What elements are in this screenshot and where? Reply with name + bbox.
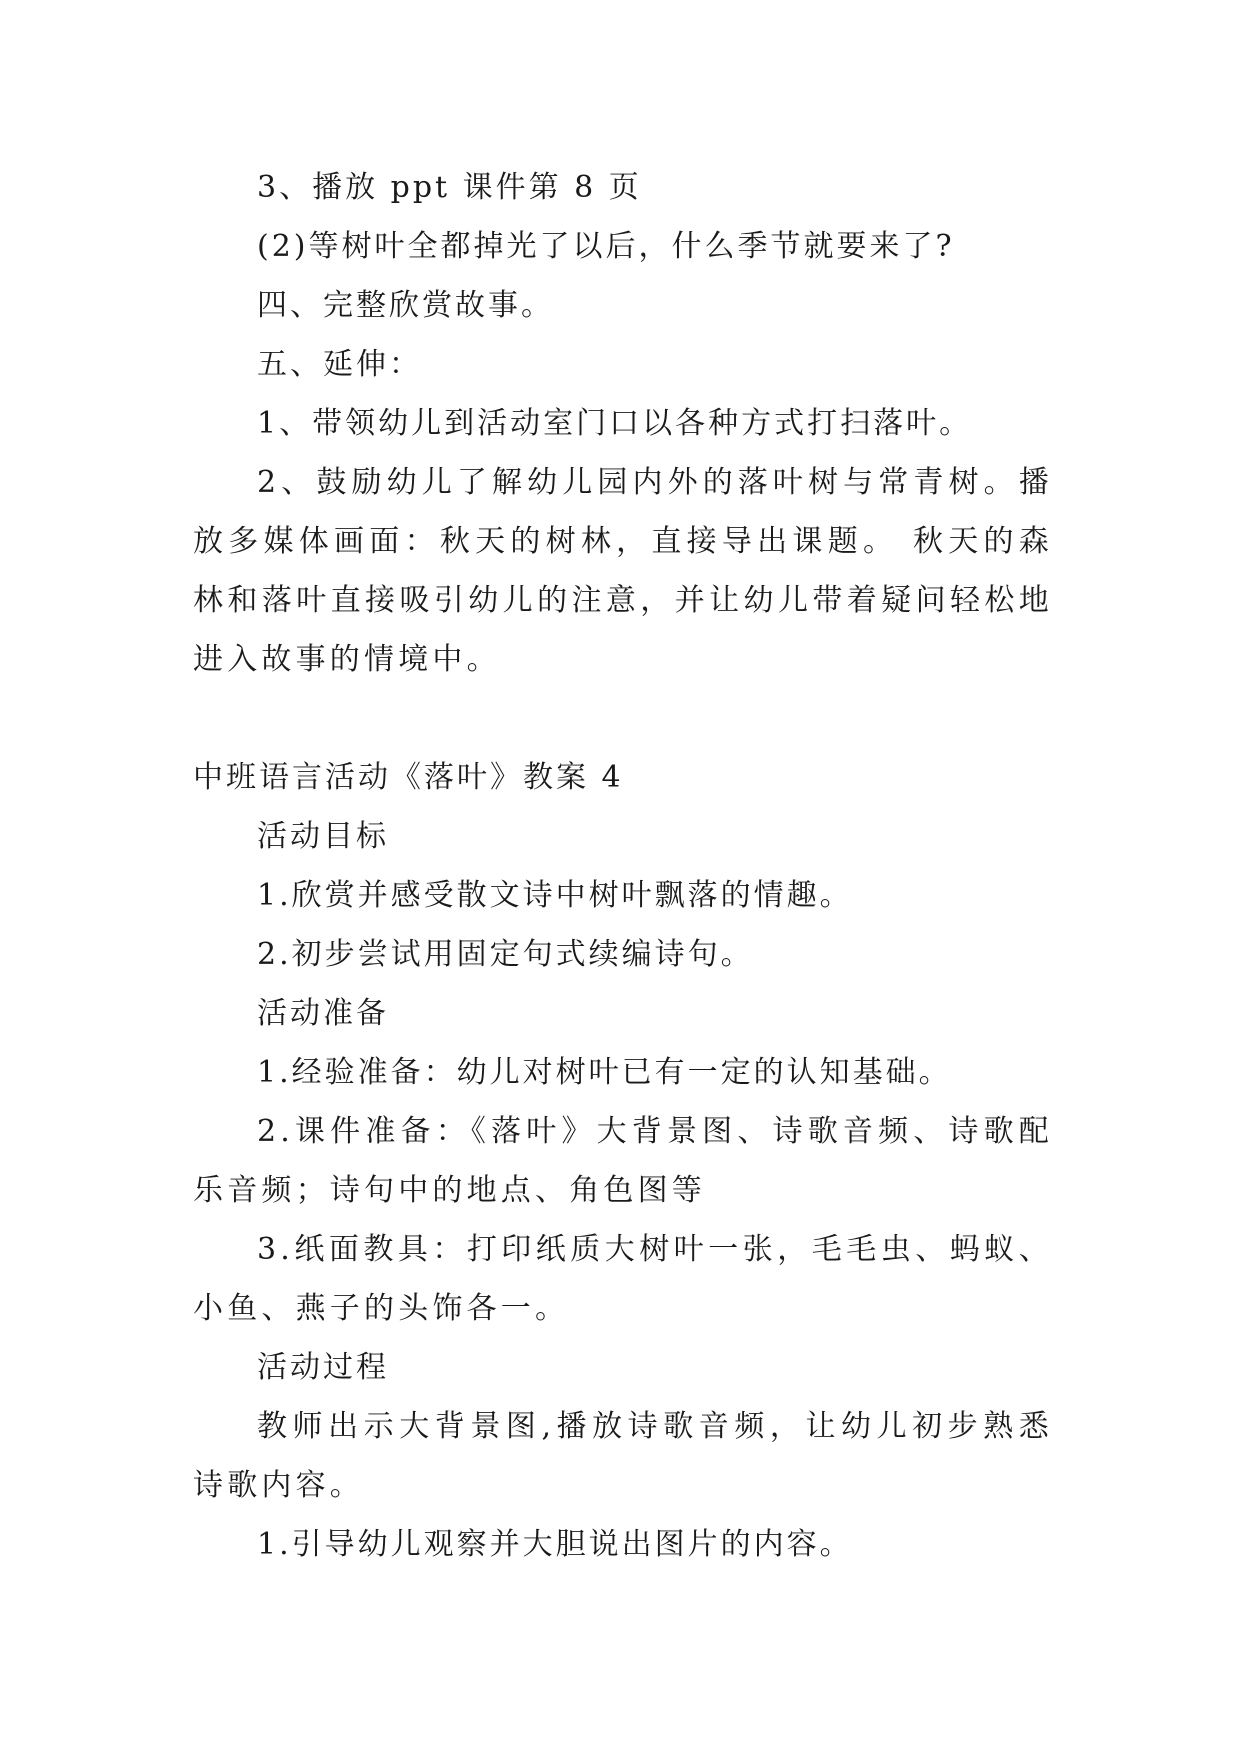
section-heading: 五、延伸： [257, 347, 422, 382]
section-gap [193, 689, 1053, 748]
text-line: 1、带领幼儿到活动室门口以各种方式打扫落叶。 [257, 406, 973, 441]
list-item: 1.引导幼儿观察并大胆说出图片的内容。 [257, 1527, 853, 1562]
text-line: 3、播放 ppt 课件第 8 页 [257, 170, 642, 205]
section-heading: 四、完整欣赏故事。 [257, 288, 554, 323]
text-line: (2)等树叶全都掉光了以后，什么季节就要来了? [257, 229, 955, 264]
subheading-prep: 活动准备 [257, 996, 389, 1031]
paragraph: 2、鼓励幼儿了解幼儿园内外的落叶树与常青树。播放多媒体画面：秋天的树林，直接导出课题。 秋天的森林和落叶直接吸引幼儿的注意，并让幼儿带着疑问轻松地进入故事的情境中。 [193, 465, 1053, 677]
list-item: 2.课件准备：《落叶》大背景图、诗歌音频、诗歌配乐音频；诗句中的地点、角色图等 [193, 1114, 1053, 1208]
list-item: 2.初步尝试用固定句式续编诗句。 [257, 937, 754, 972]
paragraph: 教师出示大背景图,播放诗歌音频，让幼儿初步熟悉诗歌内容。 [193, 1409, 1053, 1503]
subheading-process: 活动过程 [257, 1350, 389, 1385]
document-body [193, 158, 1053, 1574]
document-title: 中班语言活动《落叶》教案 4 [193, 760, 624, 795]
list-item: 3.纸面教具：打印纸质大树叶一张，毛毛虫、蚂蚁、小鱼、燕子的头饰各一。 [193, 1232, 1053, 1326]
subheading-goals: 活动目标 [257, 819, 389, 854]
list-item: 1.欣赏并感受散文诗中树叶飘落的情趣。 [257, 878, 853, 913]
list-item: 1.经验准备：幼儿对树叶已有一定的认知基础。 [257, 1055, 952, 1090]
